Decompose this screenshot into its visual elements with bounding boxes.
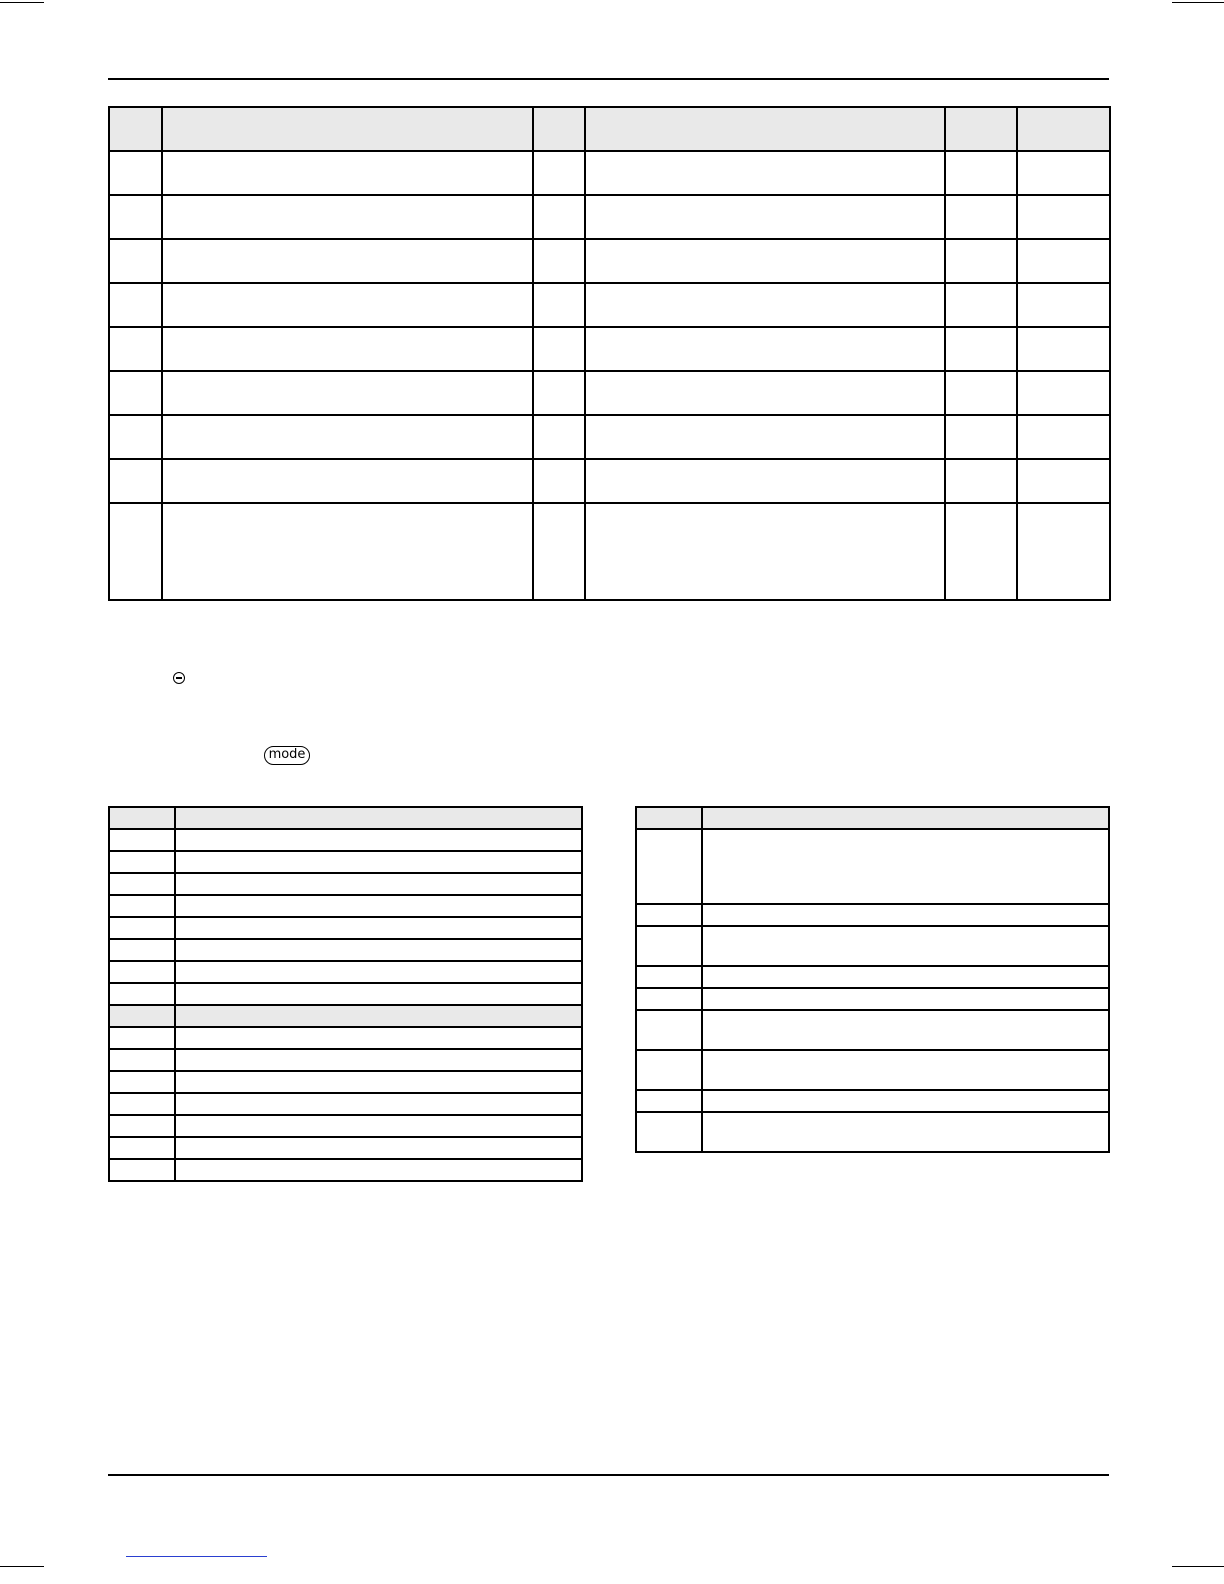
table-cell [702,904,1109,926]
main-table-header-row [109,107,1110,151]
table-row [636,1090,1109,1112]
header-cell [533,107,585,151]
table-cell [585,239,945,283]
table-cell [109,1115,175,1137]
table-cell [1017,239,1110,283]
table-row [109,239,1110,283]
table-cell [533,327,585,371]
table-cell [945,371,1017,415]
table-cell [175,851,582,873]
table-cell [109,851,175,873]
table-cell [109,151,162,195]
table-cell [109,1071,175,1093]
table-cell [175,1027,582,1049]
table-cell [109,327,162,371]
table-cell [109,239,162,283]
table-row [109,829,582,851]
table-cell [702,1090,1109,1112]
crop-mark-bottom-right [1172,1566,1224,1567]
table-cell [585,283,945,327]
table-row [109,1093,582,1115]
table-cell [162,151,533,195]
table-row [109,151,1110,195]
table-cell [109,1137,175,1159]
table-cell [1017,415,1110,459]
table-row [109,917,582,939]
table-cell [162,239,533,283]
table-cell [945,415,1017,459]
header-cell [945,107,1017,151]
table-row [109,1137,582,1159]
table-cell [109,917,175,939]
table-row [636,1112,1109,1152]
table-row [109,459,1110,503]
table-cell [162,327,533,371]
crop-mark-top-right [1172,2,1224,3]
header-cell [109,807,175,829]
left-table-subheader-row [109,1005,582,1027]
table-row [636,1010,1109,1050]
table-row [636,926,1109,966]
header-cell [109,107,162,151]
table-cell [945,239,1017,283]
table-cell [533,503,585,600]
table-cell [109,961,175,983]
table-cell [1017,503,1110,600]
left-table-header-row [109,807,582,829]
table-cell [702,1050,1109,1090]
main-table [108,106,1111,601]
table-cell [175,1137,582,1159]
table-cell [109,1005,175,1027]
table-cell [702,1112,1109,1152]
table-cell [175,1093,582,1115]
table-cell [945,503,1017,600]
table-cell [175,983,582,1005]
table-cell [585,151,945,195]
table-cell [702,926,1109,966]
table-cell [1017,195,1110,239]
table-cell [636,988,702,1010]
table-cell [945,327,1017,371]
table-cell [636,1050,702,1090]
table-cell [109,1049,175,1071]
table-row [109,327,1110,371]
table-cell [1017,327,1110,371]
table-cell [945,151,1017,195]
table-cell [636,926,702,966]
table-row [109,503,1110,600]
table-cell [702,829,1109,904]
table-cell [109,1093,175,1115]
table-cell [175,829,582,851]
table-cell [636,1010,702,1050]
table-cell [1017,151,1110,195]
table-cell [162,283,533,327]
table-cell [109,415,162,459]
table-row [109,1159,582,1181]
header-cell [175,807,582,829]
table-cell [945,459,1017,503]
table-row [109,851,582,873]
table-row [109,1115,582,1137]
table-row [109,961,582,983]
table-cell [1017,371,1110,415]
table-cell [585,415,945,459]
table-cell [1017,459,1110,503]
table-cell [585,503,945,600]
table-cell [162,195,533,239]
table-cell [175,1115,582,1137]
table-cell [702,988,1109,1010]
table-cell [636,904,702,926]
right-table [635,806,1110,1153]
table-cell [945,195,1017,239]
right-table-header-row [636,807,1109,829]
table-row [109,1071,582,1093]
table-cell [585,327,945,371]
table-row [636,988,1109,1010]
table-cell [109,939,175,961]
table-cell [109,503,162,600]
table-cell [175,1071,582,1093]
table-cell [175,873,582,895]
left-table [108,806,583,1182]
table-row [109,283,1110,327]
table-cell [585,459,945,503]
table-cell [636,829,702,904]
footer-link-underline[interactable] [126,1556,267,1557]
table-row [109,983,582,1005]
table-cell [945,283,1017,327]
table-cell [162,503,533,600]
table-row [109,873,582,895]
table-cell [585,195,945,239]
table-cell [533,151,585,195]
table-cell [533,371,585,415]
table-cell [175,917,582,939]
crop-mark-bottom-left [0,1566,44,1567]
table-cell [109,983,175,1005]
table-cell [109,895,175,917]
table-cell [109,459,162,503]
header-cell [636,807,702,829]
table-cell [702,1010,1109,1050]
mode-key-icon: mode [264,746,310,765]
table-cell [175,961,582,983]
table-row [109,1027,582,1049]
table-cell [175,1159,582,1181]
table-cell [636,1112,702,1152]
table-cell [533,415,585,459]
header-cell [585,107,945,151]
header-rule [108,78,1109,80]
table-cell [162,371,533,415]
table-row [109,939,582,961]
table-cell [109,873,175,895]
table-cell [636,966,702,988]
table-cell [109,1027,175,1049]
table-row [109,415,1110,459]
header-cell [702,807,1109,829]
table-cell [533,195,585,239]
table-cell [162,459,533,503]
header-cell [162,107,533,151]
header-cell [1017,107,1110,151]
table-cell [533,239,585,283]
table-cell [109,371,162,415]
table-cell [175,1005,582,1027]
table-cell [175,939,582,961]
table-cell [533,283,585,327]
table-cell [1017,283,1110,327]
table-cell [109,195,162,239]
table-cell [109,1159,175,1181]
table-cell [585,371,945,415]
table-row [109,371,1110,415]
table-row [636,1050,1109,1090]
table-cell [109,283,162,327]
minus-circle-icon [173,672,185,684]
table-row [109,195,1110,239]
table-cell [109,829,175,851]
table-row [636,829,1109,904]
table-cell [162,415,533,459]
table-row [636,966,1109,988]
table-row [109,1049,582,1071]
table-row [636,904,1109,926]
table-cell [175,895,582,917]
table-cell [702,966,1109,988]
table-cell [175,1049,582,1071]
footer-rule [108,1474,1109,1476]
table-cell [533,459,585,503]
table-cell [636,1090,702,1112]
crop-mark-top-left [0,2,44,3]
table-row [109,895,582,917]
